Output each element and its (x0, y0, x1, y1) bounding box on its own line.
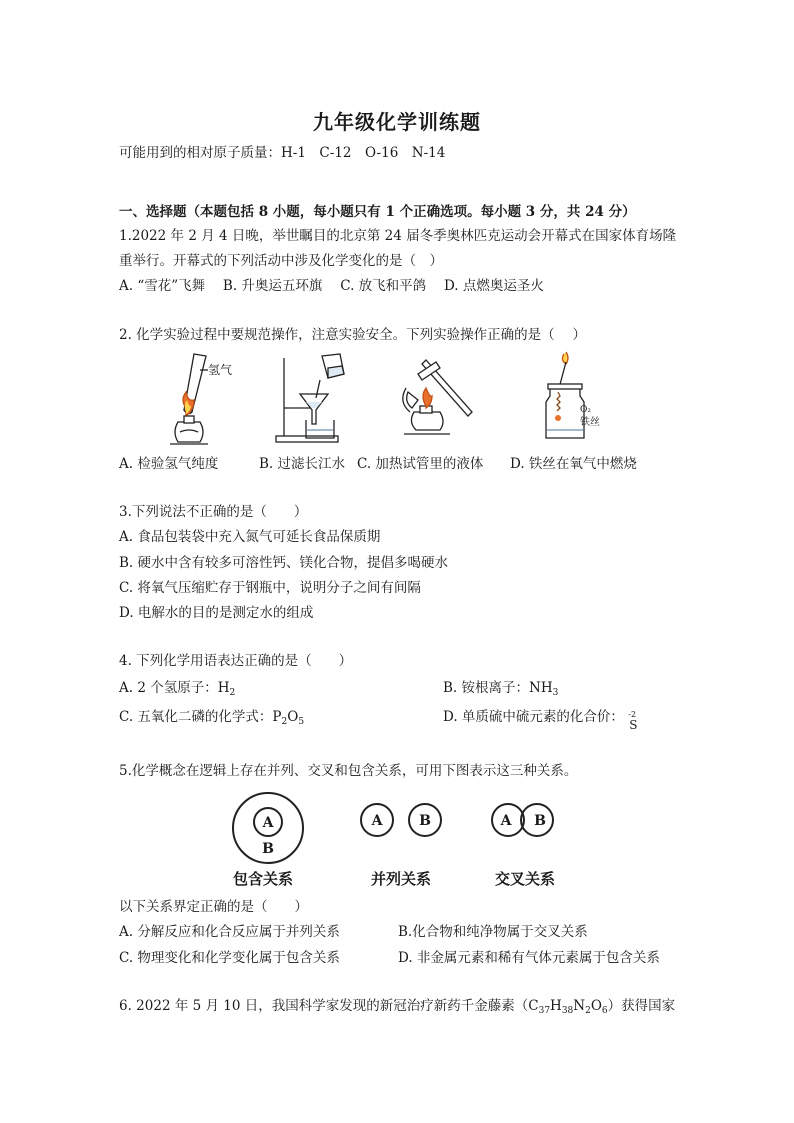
cross-label-a: A (500, 813, 512, 829)
atomic-mass-note: 可能用到的相对原子质量：H-1 C-12 O-16 N-14 (119, 145, 446, 161)
q4-option-b (443, 679, 558, 702)
q2-option-c: C. 加热试管里的液体 (357, 456, 484, 472)
relation-diagram (230, 790, 590, 868)
q5-followup: 以下关系界定正确的是（ ） (119, 899, 308, 915)
q6-stem (119, 997, 675, 1020)
sulfur-valence-top: -2 (628, 710, 637, 719)
q1-stem-line2: 重举行。开幕式的下列活动中涉及化学变化的是（ ） (119, 253, 443, 269)
q6-sub-o: 6 (601, 1006, 608, 1016)
q1-stem-line1: 1.2022 年 2 月 4 日晚，举世瞩目的北京第 24 届冬季奥林匹克运动会开幕式在国家体育场隆 (119, 228, 677, 244)
q6-o: O (590, 998, 602, 1014)
label-contain: 包含关系 (233, 870, 294, 888)
hydrogen-label: 氢气 (208, 363, 233, 377)
q4-b-sub: 3 (552, 688, 559, 698)
q2-option-d: D. 铁丝在氧气中燃烧 (510, 456, 637, 472)
q4-c-sub1: 2 (281, 717, 288, 727)
q1-options: A. “雪花”飞舞 B. 升奥运五环旗 C. 放飞和平鸽 D. 点燃奥运圣火 (119, 278, 544, 294)
cross-label-b: B (534, 813, 546, 829)
q5-option-a: A. 分解反应和化合反应属于并列关系 (119, 924, 340, 940)
q5-option-c: C. 物理变化和化学变化属于包含关系 (119, 950, 340, 966)
q3-stem: 3.下列说法不正确的是（ ） (119, 504, 308, 520)
q3-option-b: B. 硬水中含有较多可溶性钙、镁化合物，提倡多喝硬水 (119, 555, 449, 571)
q4-a-sub: 2 (229, 688, 236, 698)
q3-option-c: C. 将氧气压缩贮存于钢瓶中，说明分子之间有间隔 (119, 580, 421, 596)
o2-label: O₂ (580, 405, 591, 415)
q6-h: H (550, 998, 562, 1014)
q4-stem: 4. 下列化学用语表达正确的是（ ） (119, 653, 353, 669)
q5-stem: 5.化学概念在逻辑上存在并列、交叉和包含关系，可用下图表示这三种关系。 (119, 763, 578, 779)
q6-n: N (573, 998, 586, 1014)
q4-c-sub2: 5 (298, 717, 305, 727)
q6-sub-n: 2 (585, 1006, 591, 1016)
q4-option-a (119, 679, 235, 702)
figure-heating-tube (388, 352, 478, 442)
q4-option-c (119, 708, 304, 731)
q4-c-text: C. 五氧化二磷的化学式：P (119, 709, 282, 725)
q6-text1: 6. 2022 年 5 月 10 日，我国科学家发现的新冠治疗新药千金藤素（C (119, 998, 539, 1014)
figure-filtration (270, 350, 360, 446)
q2-stem: 2. 化学实验过程中要规范操作，注意实验安全。下列实验操作正确的是（ ） (119, 327, 586, 343)
q4-option-d (443, 708, 638, 732)
q4-d-text: D. 单质硫中硫元素的化合价： (443, 709, 624, 725)
sulfur-symbol: S (629, 718, 638, 732)
q4-c-mid: O (287, 709, 299, 725)
parallel-label-a: A (371, 813, 383, 829)
label-parallel: 并列关系 (371, 870, 432, 888)
page-title: 九年级化学训练题 (313, 110, 481, 134)
q5-option-b: B.化合物和纯净物属于交叉关系 (398, 924, 588, 940)
q6-sub-h: 38 (561, 1006, 574, 1016)
section-heading: 一、选择题（本题包括 8 小题，每小题只有 1 个正确选项。每小题 3 分，共 24 分） (119, 204, 636, 220)
contain-label-b: B (262, 841, 274, 857)
parallel-label-b: B (419, 813, 431, 829)
label-cross: 交叉关系 (495, 870, 556, 888)
contain-label-a: A (262, 815, 274, 831)
q3-option-a: A. 食品包装袋中充入氮气可延长食品保质期 (119, 529, 381, 545)
q6-sub-c: 37 (538, 1006, 551, 1016)
q2-option-b: B. 过滤长江水 (259, 456, 346, 472)
q4-a-text: A. 2 个氢原子：H (119, 680, 230, 696)
q2-option-a: A. 检验氢气纯度 (119, 456, 219, 472)
q3-option-d: D. 电解水的目的是测定水的组成 (119, 605, 314, 621)
q5-option-d: D. 非金属元素和稀有气体元素属于包含关系 (398, 950, 660, 966)
q6-text2: ）获得国家 (607, 998, 676, 1014)
q4-b-text: B. 铵根离子：NH (443, 680, 553, 696)
figure-hydrogen-test (150, 350, 250, 448)
iron-wire-label: 铁丝 (580, 417, 600, 428)
sulfur-valence (628, 709, 638, 732)
